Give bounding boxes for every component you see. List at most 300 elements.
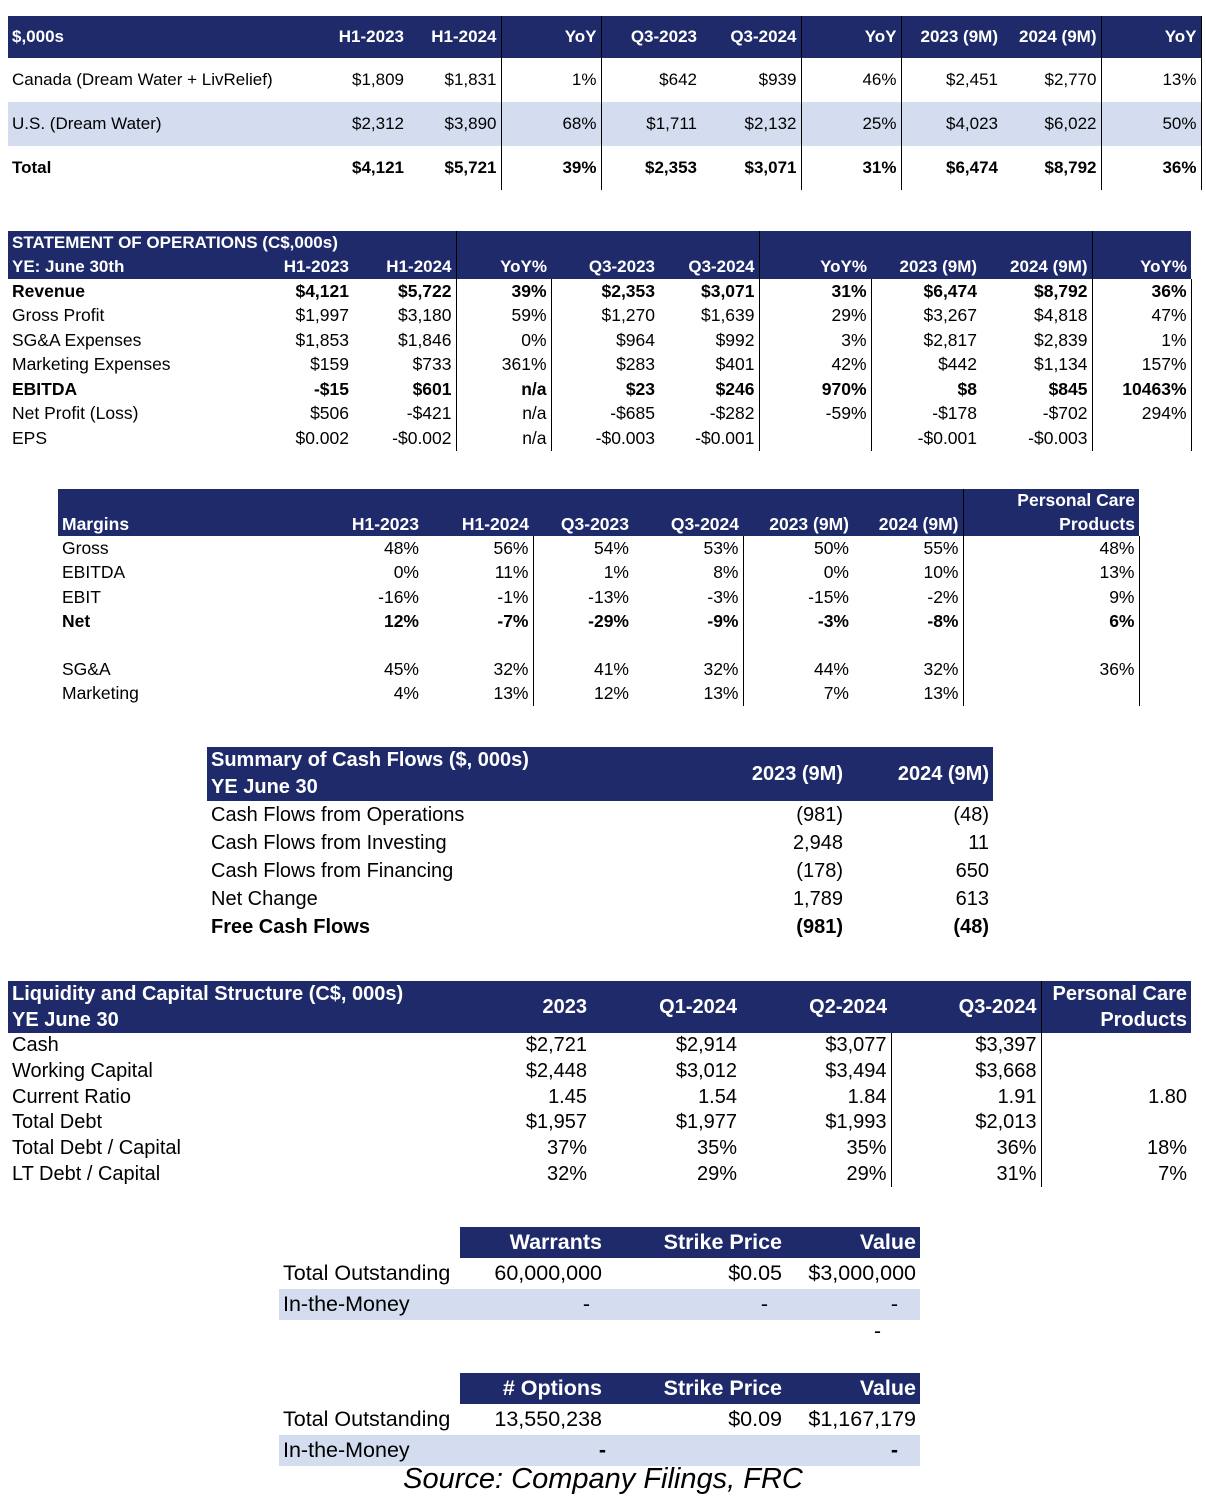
cash-flows-header-row-1 bbox=[207, 747, 993, 774]
operations-header-cell: Q3-2024 bbox=[659, 255, 759, 279]
cell: -16% bbox=[378, 586, 419, 607]
table-row bbox=[8, 1110, 1191, 1136]
cell: 32% bbox=[853, 657, 963, 682]
peer-cell bbox=[1041, 1110, 1191, 1136]
row-label: Marketing bbox=[62, 683, 139, 704]
cell: $1,993 bbox=[741, 1110, 891, 1136]
operations-subtitle: YE: June 30th bbox=[8, 255, 258, 279]
cell: -$282 bbox=[659, 402, 759, 427]
cell: $3,668 bbox=[891, 1059, 1041, 1085]
cell: 10% bbox=[853, 561, 963, 586]
peer-cell: 36% bbox=[963, 657, 1139, 682]
row-label: EBITDA bbox=[62, 562, 126, 583]
cell: 1.54 bbox=[698, 1085, 737, 1108]
row-label: Marketing Expenses bbox=[12, 354, 171, 375]
cell: 13% bbox=[853, 682, 963, 707]
cell bbox=[606, 1435, 786, 1466]
cell: n/a bbox=[456, 426, 551, 451]
cell: $1,134 bbox=[981, 353, 1092, 378]
cell: $23 bbox=[625, 378, 656, 399]
cell: 11% bbox=[423, 561, 533, 586]
table-row bbox=[8, 1033, 1191, 1059]
cell: 31% bbox=[891, 1161, 1041, 1187]
table-row bbox=[279, 1289, 920, 1320]
row-label: Gross Profit bbox=[12, 305, 105, 326]
cell: $3,071 bbox=[701, 146, 801, 190]
segment-header-cell: H1-2024 bbox=[408, 16, 501, 58]
cash-flows-title: Summary of Cash Flows ($, 000s) bbox=[207, 747, 701, 774]
row-label: Total Outstanding bbox=[283, 1261, 451, 1285]
options-header-cell: Strike Price bbox=[606, 1373, 786, 1404]
liquidity-subtitle: YE June 30 bbox=[8, 1007, 448, 1033]
row-label: U.S. (Dream Water) bbox=[8, 102, 318, 146]
segment-header-cell: H1-2023 bbox=[318, 16, 408, 58]
row-label: Cash Flows from Investing bbox=[211, 831, 447, 854]
cell bbox=[759, 426, 871, 451]
cell: - bbox=[606, 1289, 786, 1320]
cell: 2,948 bbox=[792, 831, 843, 854]
cell: $992 bbox=[659, 328, 759, 353]
cell: 36% bbox=[1101, 146, 1201, 190]
table-row bbox=[207, 857, 993, 885]
table-row bbox=[279, 1258, 920, 1289]
cell: 1% bbox=[1092, 328, 1191, 353]
table-row bbox=[8, 1161, 1191, 1187]
operations-header-cell: YoY% bbox=[456, 255, 551, 279]
segment-header-cell: YoY bbox=[1101, 16, 1201, 58]
cell: -7% bbox=[423, 610, 533, 635]
cell: $2,839 bbox=[981, 328, 1092, 353]
cell: 294% bbox=[1092, 402, 1191, 427]
cell: $3,000,000 bbox=[808, 1261, 916, 1285]
cell: 29% bbox=[741, 1161, 891, 1187]
row-label: SG&A bbox=[62, 658, 111, 679]
cell: -15% bbox=[808, 586, 849, 607]
peer-cell bbox=[1041, 1033, 1191, 1059]
row-label: Total Debt / Capital bbox=[12, 1137, 181, 1160]
cell: $246 bbox=[659, 377, 759, 402]
cell: 39% bbox=[501, 146, 601, 190]
table-row bbox=[8, 1084, 1191, 1110]
cell: 613 bbox=[955, 887, 989, 910]
row-label: EBIT bbox=[62, 586, 101, 607]
cell: (981) bbox=[796, 803, 843, 826]
segment-header-cell: 2023 (9M) bbox=[901, 16, 1002, 58]
cell: -29% bbox=[588, 611, 629, 632]
warrants-header-row bbox=[279, 1227, 920, 1258]
peer-cell: 48% bbox=[963, 536, 1139, 561]
segment-header-cell: Q3-2023 bbox=[601, 16, 701, 58]
margins-header-cell: H1-2023 bbox=[313, 512, 423, 536]
cell: 29% bbox=[759, 304, 871, 329]
peer-cell: 13% bbox=[963, 561, 1139, 586]
row-label: Net Change bbox=[211, 887, 318, 910]
operations-header-row bbox=[8, 255, 1191, 279]
cell: $8 bbox=[957, 378, 978, 399]
operations-header-cell: YoY% bbox=[759, 255, 871, 279]
table-row bbox=[8, 426, 1191, 451]
peer-cell bbox=[963, 682, 1139, 707]
liquidity-header-cell: Q3-2024 bbox=[891, 981, 1041, 1033]
cell: 53% bbox=[633, 536, 743, 561]
cell: -$0.003 bbox=[981, 426, 1092, 451]
cell: 12% bbox=[593, 683, 629, 704]
cell: -8% bbox=[853, 610, 963, 635]
peer-header-line1: Personal Care bbox=[1041, 981, 1191, 1007]
row-label: Canada (Dream Water + LivRelief) bbox=[12, 70, 273, 89]
cell: $0.002 bbox=[295, 427, 349, 448]
cell: $2,721 bbox=[525, 1034, 587, 1057]
cell: $1,957 bbox=[525, 1111, 587, 1134]
cell: -3% bbox=[817, 611, 849, 632]
table-row bbox=[8, 377, 1191, 402]
cell: $6,474 bbox=[946, 158, 998, 177]
cell: $2,013 bbox=[891, 1110, 1041, 1136]
cell: -$0.003 bbox=[595, 427, 656, 448]
operations-header-cell: YoY% bbox=[1092, 255, 1191, 279]
cell: 45% bbox=[383, 658, 419, 679]
options-header-row bbox=[279, 1373, 920, 1404]
cell: 29% bbox=[696, 1162, 737, 1185]
cell: $939 bbox=[701, 58, 801, 102]
cell: $4,818 bbox=[981, 304, 1092, 329]
margins-title: Margins bbox=[58, 512, 313, 536]
cell: 46% bbox=[801, 58, 901, 102]
cell: $0.09 bbox=[728, 1407, 782, 1431]
cell: $845 bbox=[981, 377, 1092, 402]
cell: $3,397 bbox=[891, 1033, 1041, 1059]
cell: $1,270 bbox=[601, 305, 656, 326]
cell: 0% bbox=[823, 562, 849, 583]
peer-cell: 1.80 bbox=[1148, 1085, 1187, 1108]
cell: -13% bbox=[588, 586, 629, 607]
segment-revenue-table bbox=[8, 16, 1202, 190]
cash-flows-header-cell: 2024 (9M) bbox=[847, 747, 993, 801]
cell: $4,121 bbox=[295, 280, 349, 301]
row-label: In-the-Money bbox=[279, 1435, 460, 1466]
cell: $1,977 bbox=[675, 1111, 737, 1134]
table-row bbox=[8, 353, 1191, 378]
segment-header-cell: 2024 (9M) bbox=[1002, 16, 1101, 58]
source-note: Source: Company Filings, FRC bbox=[403, 1463, 803, 1495]
margins-header-cell: H1-2024 bbox=[423, 512, 533, 536]
row-label: Cash Flows from Financing bbox=[211, 859, 454, 882]
operations-table bbox=[8, 231, 1192, 451]
cell: 7% bbox=[823, 683, 849, 704]
cell: (48) bbox=[953, 915, 989, 938]
cash-flows-table bbox=[207, 747, 993, 941]
cell: 35% bbox=[696, 1137, 737, 1160]
cell: -$685 bbox=[610, 403, 656, 424]
cell: 50% bbox=[813, 537, 849, 558]
table-row bbox=[8, 1059, 1191, 1085]
cash-flows-subtitle: YE June 30 bbox=[207, 774, 701, 801]
cell: $1,853 bbox=[295, 329, 349, 350]
cell: 48% bbox=[383, 537, 419, 558]
cell: 1.45 bbox=[548, 1085, 587, 1108]
table-row bbox=[207, 829, 993, 857]
cell: -1% bbox=[423, 585, 533, 610]
segment-header-label: $,000s bbox=[8, 16, 318, 58]
warrants-header-cell: Warrants bbox=[460, 1227, 606, 1258]
cell: 37% bbox=[546, 1137, 587, 1160]
operations-header-cell: H1-2023 bbox=[258, 255, 353, 279]
cell: $2,448 bbox=[525, 1060, 587, 1083]
peer-cell: 6% bbox=[963, 610, 1139, 635]
cell: $8,792 bbox=[981, 279, 1092, 304]
cell: $6,474 bbox=[923, 280, 978, 301]
cell: (178) bbox=[796, 859, 843, 882]
segment-header-row bbox=[8, 16, 1201, 58]
table-row bbox=[8, 102, 1201, 146]
margins-header-cell: 2023 (9M) bbox=[743, 512, 853, 536]
row-label: EPS bbox=[12, 427, 48, 448]
row-label: Total Debt bbox=[12, 1111, 103, 1134]
cash-flows-header-cell: 2023 (9M) bbox=[701, 747, 847, 801]
cell: 42% bbox=[759, 353, 871, 378]
table-row bbox=[8, 58, 1201, 102]
table-row bbox=[279, 1404, 920, 1435]
cell: 44% bbox=[813, 658, 849, 679]
cell: $1,711 bbox=[601, 102, 701, 146]
cell: $601 bbox=[353, 377, 456, 402]
row-label: Gross bbox=[62, 537, 109, 558]
cell: 0% bbox=[456, 328, 551, 353]
operations-header-cell: 2024 (9M) bbox=[981, 255, 1092, 279]
row-label: In-the-Money bbox=[279, 1289, 460, 1320]
table-row-total bbox=[8, 146, 1201, 190]
cell: $159 bbox=[310, 354, 349, 375]
cell: $283 bbox=[616, 354, 656, 375]
cell: 970% bbox=[759, 377, 871, 402]
cell: 36% bbox=[891, 1136, 1041, 1162]
cell: - bbox=[786, 1289, 920, 1320]
cell bbox=[1092, 426, 1191, 451]
table-row bbox=[58, 610, 1139, 635]
options-header-cell: # Options bbox=[460, 1373, 606, 1404]
operations-header-cell: H1-2024 bbox=[353, 255, 456, 279]
cell: $2,353 bbox=[601, 280, 656, 301]
cell: 32% bbox=[546, 1162, 587, 1185]
table-row bbox=[58, 585, 1139, 610]
cell: 1% bbox=[603, 562, 629, 583]
cell: 32% bbox=[633, 657, 743, 682]
row-label: EBITDA bbox=[12, 378, 78, 399]
cell: $3,267 bbox=[923, 305, 978, 326]
row-label: Cash bbox=[12, 1034, 59, 1057]
cell: 361% bbox=[456, 353, 551, 378]
cell: 0% bbox=[393, 562, 419, 583]
cell: -$0.001 bbox=[917, 427, 978, 448]
cell: $642 bbox=[659, 70, 697, 89]
row-label: Cash Flows from Operations bbox=[211, 803, 465, 826]
warrants-header-cell: Strike Price bbox=[606, 1227, 786, 1258]
margins-header-cell: Q3-2023 bbox=[533, 512, 633, 536]
cell: -$0.001 bbox=[659, 426, 759, 451]
cell: 68% bbox=[501, 102, 601, 146]
row-label: LT Debt / Capital bbox=[12, 1162, 161, 1185]
peer-cell: 18% bbox=[1146, 1137, 1187, 1160]
operations-title: STATEMENT OF OPERATIONS (C$,000s) bbox=[8, 231, 456, 255]
cell: $1,639 bbox=[659, 304, 759, 329]
cell: $964 bbox=[616, 329, 656, 350]
peer-cell: 7% bbox=[1158, 1162, 1187, 1185]
cell: 50% bbox=[1101, 102, 1201, 146]
cell: -$0.002 bbox=[353, 426, 456, 451]
row-label: Revenue bbox=[12, 280, 85, 301]
cell: - bbox=[460, 1289, 606, 1320]
row-label: SG&A Expenses bbox=[12, 329, 142, 350]
cell: 8% bbox=[633, 561, 743, 586]
table-row bbox=[8, 328, 1191, 353]
cell: $5,722 bbox=[353, 279, 456, 304]
table-row bbox=[8, 402, 1191, 427]
spacer-row bbox=[58, 634, 1139, 657]
cell: -$15 bbox=[313, 378, 349, 399]
cell: 1% bbox=[501, 58, 601, 102]
liquidity-table bbox=[8, 981, 1191, 1187]
cell: $5,721 bbox=[408, 146, 501, 190]
cell: 650 bbox=[955, 859, 989, 882]
margins-header-row-1 bbox=[58, 489, 1139, 512]
peer-cell bbox=[1041, 1059, 1191, 1085]
cell: $3,077 bbox=[741, 1033, 891, 1059]
cell: $3,071 bbox=[659, 279, 759, 304]
cell: 1,789 bbox=[792, 887, 843, 910]
segment-header-cell: Q3-2024 bbox=[701, 16, 801, 58]
cell: $2,770 bbox=[1002, 58, 1101, 102]
operations-header-cell: Q3-2023 bbox=[551, 255, 659, 279]
segment-header-cell: YoY bbox=[801, 16, 901, 58]
cell: (981) bbox=[796, 915, 843, 938]
table-row bbox=[8, 279, 1191, 304]
cell: $1,809 bbox=[352, 70, 404, 89]
cell: -2% bbox=[853, 585, 963, 610]
table-row bbox=[58, 561, 1139, 586]
cell: (48) bbox=[953, 803, 989, 826]
cell: $3,890 bbox=[408, 102, 501, 146]
cell: 157% bbox=[1092, 353, 1191, 378]
table-row bbox=[58, 536, 1139, 561]
row-label: Free Cash Flows bbox=[211, 915, 370, 938]
cell: -$178 bbox=[932, 403, 978, 424]
liquidity-header-cell: 2023 bbox=[448, 981, 591, 1033]
cell: n/a bbox=[456, 377, 551, 402]
cell: $6,022 bbox=[1002, 102, 1101, 146]
cell: 25% bbox=[801, 102, 901, 146]
cell: $442 bbox=[938, 354, 978, 375]
table-row bbox=[207, 913, 993, 941]
cell: $2,132 bbox=[701, 102, 801, 146]
cell: $733 bbox=[353, 353, 456, 378]
cell: $1,997 bbox=[295, 305, 349, 326]
table-row bbox=[58, 657, 1139, 682]
cell: $1,167,179 bbox=[808, 1407, 916, 1431]
cell: 11 bbox=[968, 831, 989, 854]
cell: 31% bbox=[759, 279, 871, 304]
row-label: Total bbox=[12, 158, 52, 177]
peer-header-line2: Products bbox=[1041, 1007, 1191, 1033]
table-row bbox=[8, 304, 1191, 329]
cell: $2,312 bbox=[318, 102, 408, 146]
warrants-table bbox=[279, 1227, 920, 1320]
cell: $3,012 bbox=[675, 1060, 737, 1083]
cell: 1.91 bbox=[891, 1084, 1041, 1110]
cell: 10463% bbox=[1092, 377, 1191, 402]
cell: $2,451 bbox=[946, 70, 998, 89]
warrants-header-cell: Value bbox=[786, 1227, 920, 1258]
cell: -$702 bbox=[981, 402, 1092, 427]
table-row bbox=[58, 682, 1139, 707]
cell: $2,353 bbox=[645, 158, 697, 177]
cell: -59% bbox=[759, 402, 871, 427]
cell: $4,023 bbox=[901, 102, 1002, 146]
cell: $1,831 bbox=[408, 58, 501, 102]
liquidity-header-row-1 bbox=[8, 981, 1191, 1007]
cell: 31% bbox=[801, 146, 901, 190]
cell: 41% bbox=[593, 658, 629, 679]
cell: 13,550,238 bbox=[494, 1407, 602, 1431]
cell: 1.84 bbox=[741, 1084, 891, 1110]
cell: - bbox=[786, 1435, 920, 1466]
cell: -9% bbox=[633, 610, 743, 635]
cell: 47% bbox=[1092, 304, 1191, 329]
cell: 36% bbox=[1092, 279, 1191, 304]
row-label: Working Capital bbox=[12, 1060, 153, 1083]
cell: $8,792 bbox=[1002, 146, 1101, 190]
table-row bbox=[207, 885, 993, 913]
options-table bbox=[279, 1373, 920, 1466]
cell: -3% bbox=[633, 585, 743, 610]
cell: 39% bbox=[456, 279, 551, 304]
liquidity-header-cell: Q2-2024 bbox=[741, 981, 891, 1033]
cell: 3% bbox=[759, 328, 871, 353]
cell: 12% bbox=[383, 611, 419, 632]
warrants-extra-dash: - bbox=[874, 1320, 881, 1343]
liquidity-header-cell: Q1-2024 bbox=[591, 981, 741, 1033]
cell: 56% bbox=[423, 536, 533, 561]
options-header-cell: Value bbox=[786, 1373, 920, 1404]
operations-header-cell: 2023 (9M) bbox=[871, 255, 981, 279]
table-row bbox=[279, 1435, 920, 1466]
cell: 35% bbox=[741, 1136, 891, 1162]
cell: $3,494 bbox=[741, 1059, 891, 1085]
cell: $0.05 bbox=[728, 1261, 782, 1285]
cell: - bbox=[460, 1435, 606, 1466]
cell: 54% bbox=[593, 537, 629, 558]
row-label: Net bbox=[62, 611, 91, 632]
margins-table bbox=[58, 489, 1140, 706]
liquidity-title: Liquidity and Capital Structure (C$, 000s) bbox=[8, 981, 448, 1007]
peer-header-line2: Products bbox=[963, 512, 1139, 536]
segment-header-cell: YoY bbox=[501, 16, 601, 58]
cell: 13% bbox=[633, 682, 743, 707]
cell: $2,817 bbox=[923, 329, 978, 350]
cell: 32% bbox=[423, 657, 533, 682]
cell: 59% bbox=[456, 304, 551, 329]
margins-header-cell: 2024 (9M) bbox=[853, 512, 963, 536]
table-row bbox=[8, 1136, 1191, 1162]
row-label: Current Ratio bbox=[12, 1085, 131, 1108]
cell: $506 bbox=[310, 403, 349, 424]
cell: 60,000,000 bbox=[494, 1261, 602, 1285]
peer-header-line1: Personal Care bbox=[963, 489, 1139, 512]
cell: 4% bbox=[393, 683, 419, 704]
row-label: Net Profit (Loss) bbox=[12, 403, 139, 424]
margins-header-row-2 bbox=[58, 512, 1139, 536]
cell: $2,914 bbox=[675, 1034, 737, 1057]
operations-title-row bbox=[8, 231, 1191, 255]
